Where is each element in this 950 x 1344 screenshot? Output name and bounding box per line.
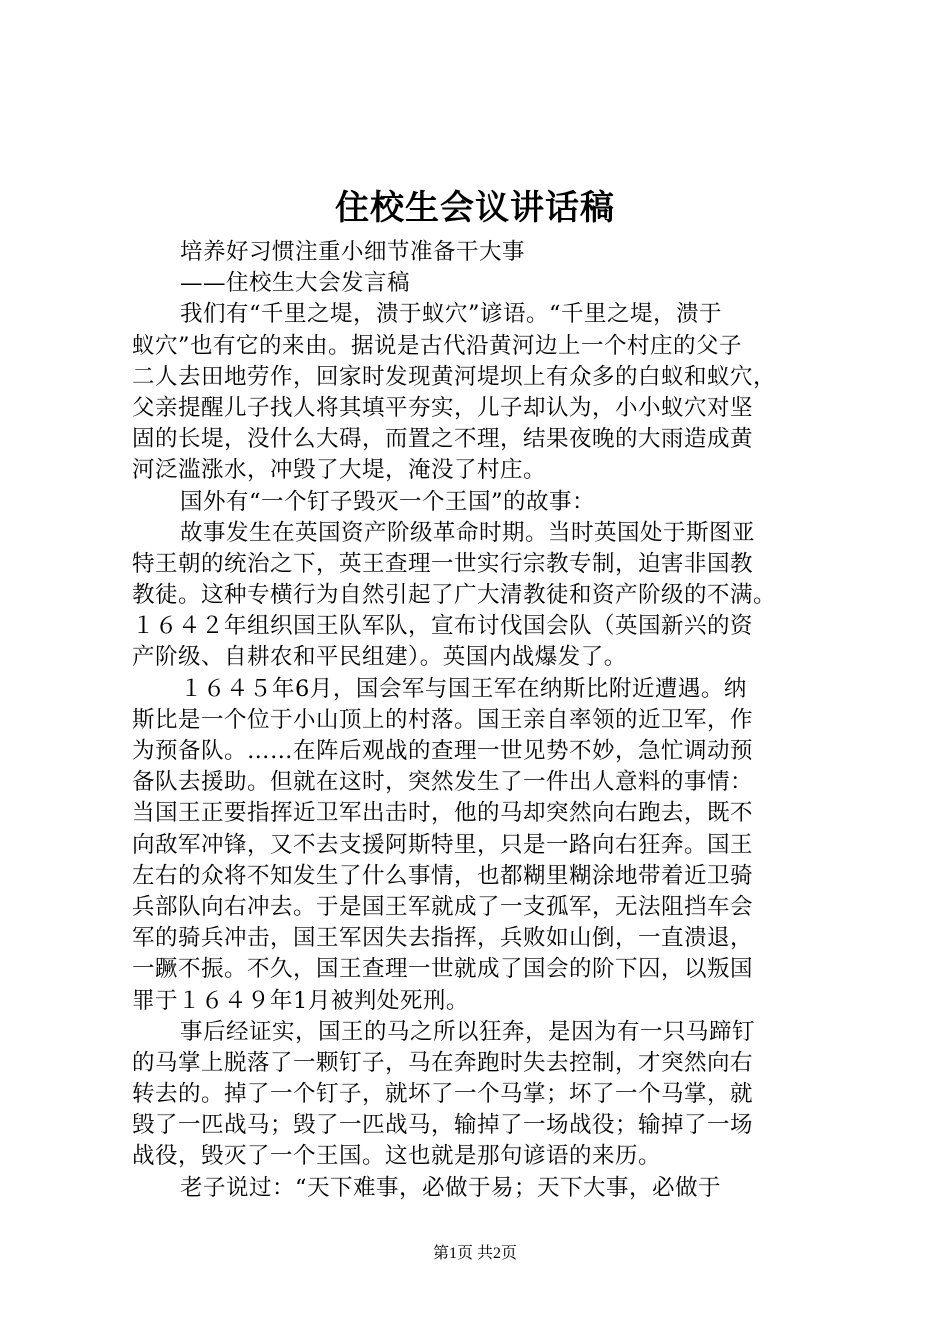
text-line: １６４５年6月，国会军与国王军在纳斯比附近遭遇。纳 (180, 675, 747, 702)
text-line: 毁了一匹战马；毁了一匹战马，输掉了一场战役；输掉了一场 (132, 1112, 754, 1139)
text-line: 罪于１６４９年1月被判处死刑。 (132, 987, 469, 1014)
text-line: 备队去援助。但就在这时，突然发生了一件出人意料的事情： (132, 769, 754, 796)
document-body (132, 237, 832, 1204)
text-line: 战役，毁灭了一个王国。这也就是那句谚语的来历。 (132, 1143, 662, 1170)
text-line: 教徒。这种专横行为自然引起了广大清教徒和资产阶级的不满。 (132, 582, 777, 609)
text-line: 故事发生在英国资产阶级革命时期。当时英国处于斯图亚 (180, 519, 756, 546)
text-line: 兵部队向右冲去。于是国王军就成了一支孤军，无法阻挡车会 (132, 893, 754, 920)
document-title: 住校生会议讲话稿 (335, 188, 615, 228)
text-line: 为预备队。……在阵后观战的查理一世见势不妙，急忙调动预 (132, 738, 754, 764)
text-line: 蚁穴”也有它的来由。据说是古代沿黄河边上一个村庄的父子 (132, 332, 743, 359)
text-line: 的马掌上脱落了一颗钉子，马在奔跑时失去控制，才突然向右 (132, 1049, 754, 1076)
text-line: 斯比是一个位于小山顶上的村落。国王亲自率领的近卫军，作 (132, 706, 754, 733)
text-line: 培养好习惯注重小细节准备干大事 (180, 239, 526, 265)
text-line: ——住校生大会发言稿 (180, 270, 411, 297)
text-line: 河泛滥涨水，冲毁了大堤，淹没了村庄。 (132, 457, 547, 484)
text-line: 老子说过：“天下难事，必做于易；天下大事，必做于 (180, 1174, 722, 1201)
text-line: 二人去田地劳作，回家时发现黄河堤坝上有众多的白蚁和蚁穴， (132, 363, 777, 390)
text-line: １６４２年组织国王队军队，宣布讨伐国会队（英国新兴的资 (132, 613, 754, 640)
text-line: 军的骑兵冲击，国王军因失去指挥，兵败如山倒，一直溃退， (132, 925, 754, 952)
text-line: 国外有“一个钉子毁灭一个王国”的故事： (180, 488, 596, 515)
text-line: 特王朝的统治之下，英王查理一世实行宗教专制，迫害非国教 (132, 550, 754, 577)
text-line: 父亲提醒儿子找人将其填平夯实，儿子却认为，小小蚁穴对坚 (132, 394, 754, 421)
page-footer: 第1页 共2页 (432, 1245, 517, 1262)
text-line: 左右的众将不知发生了什么事情，也都糊里糊涂地带着近卫骑 (132, 862, 754, 889)
text-line: 一蹶不振。不久，国王查理一世就成了国会的阶下囚，以叛国 (132, 956, 754, 983)
text-line: 转去的。掉了一个钉子，就坏了一个马掌；坏了一个马掌，就 (132, 1081, 754, 1108)
text-line: 固的长堤，没什么大碍，而置之不理，结果夜晚的大雨造成黄 (132, 426, 754, 453)
text-line: 我们有“千里之堤，溃于蚁穴”谚语。“千里之堤，溃于 (180, 301, 723, 328)
text-line: 向敌军冲锋，又不去支援阿斯特里，只是一路向右狂奔。国王 (132, 831, 754, 858)
text-line: 事后经证实，国王的马之所以狂奔，是因为有一只马蹄钉 (180, 1018, 756, 1045)
text-line: 产阶级、自耕农和平民组建）。英国内战爆发了。 (132, 644, 627, 671)
text-line: 当国王正要指挥近卫军出击时，他的马却突然向右跑去，既不 (132, 800, 754, 827)
